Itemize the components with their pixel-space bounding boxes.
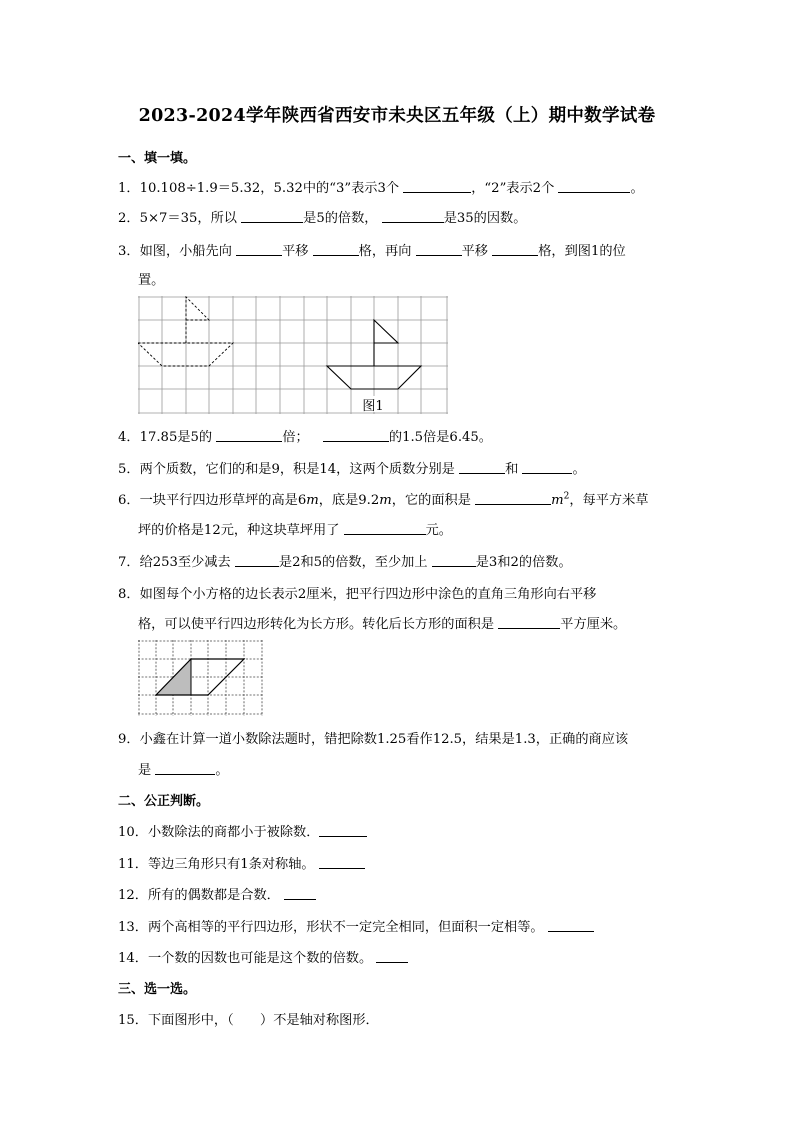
q12-text: 12．所有的偶数都是合数． <box>118 888 280 903</box>
q3-text-b: 平移 <box>282 244 309 259</box>
q5-text-b: 和 <box>505 462 519 477</box>
q6-blank-2[interactable] <box>344 522 426 535</box>
q1-text-c: 。 <box>630 181 644 196</box>
q12-blank[interactable] <box>284 887 316 900</box>
q8-text-c: 平方厘米。 <box>560 617 627 632</box>
grid-lines <box>138 296 448 414</box>
q14-text: 14．一个数的因数也可能是这个数的倍数。 <box>118 951 373 966</box>
q9-continuation <box>138 759 229 778</box>
q6-text-d: ，每平方米草 <box>569 493 649 508</box>
q8-text-b: 格，可以使平行四边形转化为长方形。转化后长方形的面积是 <box>138 617 495 632</box>
q3-blank-2[interactable] <box>313 243 359 256</box>
q6-unit-m-1: m <box>306 493 319 508</box>
q3-text-e: 格，到图1的位 <box>538 244 626 259</box>
section-heading-choose: 三、选一选。 <box>118 982 197 997</box>
question-5 <box>118 458 586 477</box>
q7-text-c: 是3和2的倍数。 <box>475 555 572 570</box>
parallelogram-grid-figure <box>138 640 264 716</box>
q2-text-b: 是5的倍数， <box>303 211 378 226</box>
q5-blank-2[interactable] <box>522 461 572 474</box>
q13-blank[interactable] <box>548 919 594 932</box>
q6-continuation <box>138 519 452 538</box>
q4-text-a: 4．17.85是5的 <box>118 430 213 445</box>
q6-unit-m-3: m <box>551 493 564 508</box>
question-13 <box>118 916 594 935</box>
q6-text-e: 坪的价格是12元，种这块草坪用了 <box>138 523 340 538</box>
q13-text: 13．两个高相等的平行四边形，形状不一定完全相同，但面积一定相等。 <box>118 920 544 935</box>
q3-blank-1[interactable] <box>236 243 282 256</box>
q10-blank[interactable] <box>319 824 367 837</box>
question-3 <box>118 240 626 259</box>
question-2 <box>118 207 526 226</box>
dashed-grid-lines <box>138 640 263 716</box>
question-4 <box>118 426 492 445</box>
q9-blank-1[interactable] <box>155 762 215 775</box>
q4-text-b: 倍； <box>282 430 309 445</box>
q9-text-b: 是 <box>138 763 152 778</box>
q2-blank-1[interactable] <box>241 210 303 223</box>
q14-blank[interactable] <box>376 950 408 963</box>
question-12 <box>118 884 316 903</box>
question-15: 15．下面图形中，（ ）不是轴对称图形． <box>118 1013 379 1028</box>
q9-text-a: 9．小鑫在计算一道小数除法题时，错把除数1.25看作12.5，结果是1.3，正确的商应该 <box>118 732 629 747</box>
q6-text-f: 元。 <box>425 523 452 538</box>
q8-text-a: 8．如图每个小方格的边长表示2厘米，把平行四边形中涂色的直角三角形向右平移 <box>118 587 597 602</box>
question-11 <box>118 853 365 872</box>
q1-blank-2[interactable] <box>558 180 630 193</box>
q3-continuation: 置。 <box>138 273 165 288</box>
q6-unit-m-2: m <box>379 493 392 508</box>
q3-text-a: 3．如图，小船先向 <box>118 244 232 259</box>
q7-text-b: 是2和5的倍数，至少加上 <box>278 555 428 570</box>
q10-text: 10．小数除法的商都小于被除数． <box>118 825 320 840</box>
q6-superscript: 2 <box>563 491 570 502</box>
original-boat <box>138 297 233 366</box>
section-heading-fill: 一、填一填。 <box>118 151 197 166</box>
q7-text-a: 7．给253至少减去 <box>118 555 231 570</box>
q3-blank-3[interactable] <box>416 243 462 256</box>
section-heading-judge: 二、公正判断。 <box>118 794 210 809</box>
q7-blank-2[interactable] <box>432 554 476 567</box>
q4-text-c: 的1.5倍是6.45。 <box>388 430 492 445</box>
q3-text-d: 平移 <box>461 244 488 259</box>
q6-text-a: 6．一块平行四边形草坪的高是6 <box>118 493 307 508</box>
question-1 <box>118 177 644 196</box>
q6-blank-1[interactable] <box>475 492 551 505</box>
figure-1-label: 图1 <box>362 399 384 414</box>
q3-blank-4[interactable] <box>492 243 538 256</box>
boat-grid-figure <box>138 296 449 414</box>
question-14 <box>118 947 408 966</box>
q2-text-c: 是35的因数。 <box>443 211 527 226</box>
q5-text-a: 5．两个质数，它们的和是9，积是14，这两个质数分别是 <box>118 462 455 477</box>
q11-text: 11．等边三角形只有1条对称轴。 <box>118 857 315 872</box>
q2-text-a: 2．5×7＝35，所以 <box>118 211 237 226</box>
q6-text-c: ，它的面积是 <box>391 493 471 508</box>
q1-text-a: 1．10.108÷1.9＝5.32，5.32中的“3”表示3个 <box>118 181 400 196</box>
q3-text-c: 格，再向 <box>358 244 412 259</box>
question-7 <box>118 551 572 570</box>
q11-blank[interactable] <box>319 856 365 869</box>
q6-text-b: ，底是9.2 <box>318 493 380 508</box>
question-6 <box>118 489 649 508</box>
q1-blank-1[interactable] <box>403 180 471 193</box>
q8-blank-1[interactable] <box>498 616 560 629</box>
q4-blank-2[interactable] <box>323 429 389 442</box>
question-10 <box>118 821 367 840</box>
q4-blank-1[interactable] <box>216 429 282 442</box>
q5-text-c: 。 <box>572 462 586 477</box>
page-title: 2023-2024学年陕西省西安市未央区五年级（上）期中数学试卷 <box>138 106 656 126</box>
q9-text-c: 。 <box>215 763 229 778</box>
q2-blank-2[interactable] <box>382 210 444 223</box>
q8-continuation <box>138 613 626 632</box>
q5-blank-1[interactable] <box>459 461 505 474</box>
question-8 <box>118 583 596 602</box>
q1-text-b: ，“2”表示2个 <box>471 181 555 196</box>
question-9 <box>118 728 628 747</box>
q7-blank-1[interactable] <box>235 554 279 567</box>
